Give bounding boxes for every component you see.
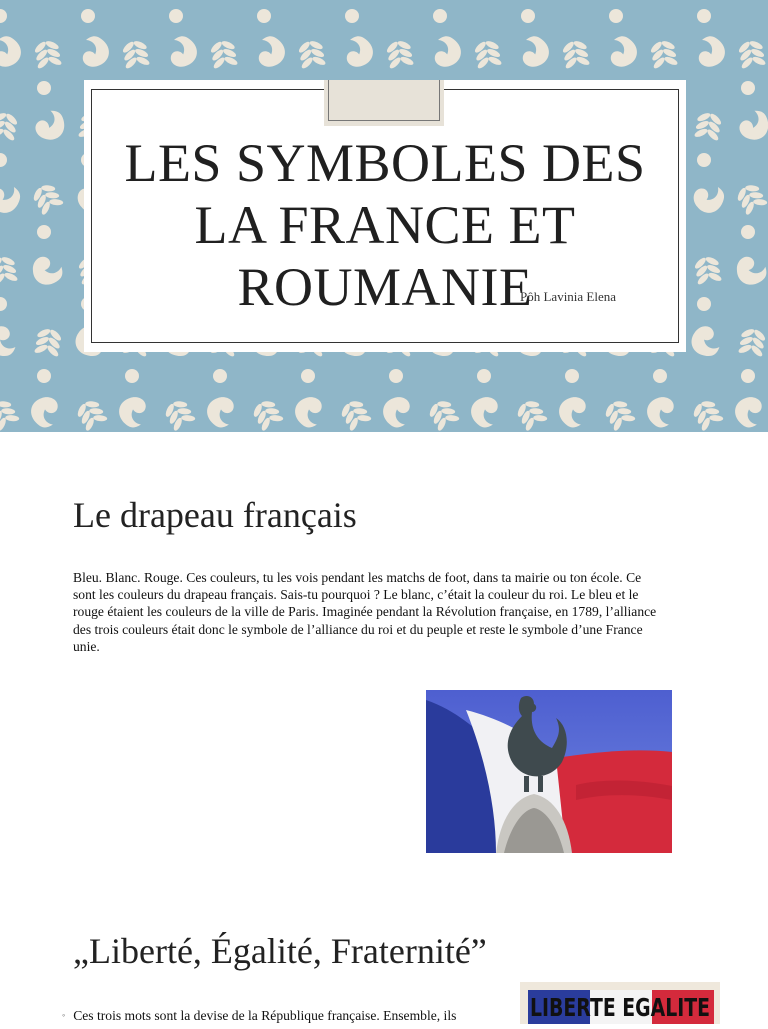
title-line: LES SYMBOLES DES — [124, 133, 646, 193]
image-text: LIBERTE EGALITE — [530, 993, 710, 1022]
slide-heading: „Liberté, Égalité, Fraternité” — [73, 931, 487, 971]
title-line: LA FRANCE ET — [194, 195, 576, 255]
paragraph-line: unie. — [73, 638, 100, 654]
paragraph-line: sont les couleurs du drapeau français. Sais-tu pourquoi ? Le blanc, c’était la couleur du roi. Le bleu et le — [73, 587, 639, 603]
flag-paragraph — [73, 569, 703, 655]
paragraph-line: rouge étaient les couleurs de la ville de Paris. Imaginée pendant la Révolution française, en 1789, l’alliance — [73, 604, 657, 620]
paragraph-line: Bleu. Blanc. Rouge. Ces couleurs, tu les vois pendant les matchs de foot, dans ta mairie ou ton école. Ce — [73, 570, 642, 585]
title-card — [84, 80, 686, 352]
title-slide — [0, 0, 768, 432]
slide-heading: Le drapeau français — [73, 495, 357, 535]
flag-slide — [0, 432, 768, 1024]
liberte-egalite-image — [520, 982, 720, 1024]
title-line: ROUMANIE — [237, 257, 533, 317]
rooster-flag-image — [426, 690, 672, 853]
bullet-icon: ◦ — [62, 1010, 66, 1020]
paragraph-line: des trois couleurs était donc le symbole de l’alliance du roi et du peuple et reste le symbole d’une France — [73, 621, 643, 637]
paper-tab-decoration — [324, 80, 444, 126]
author-name: Pôh Lavinia Elena — [520, 289, 617, 304]
list-item: ◦ Ces trois mots sont la devise de la République française. Ensemble, ils — [62, 1008, 457, 1023]
